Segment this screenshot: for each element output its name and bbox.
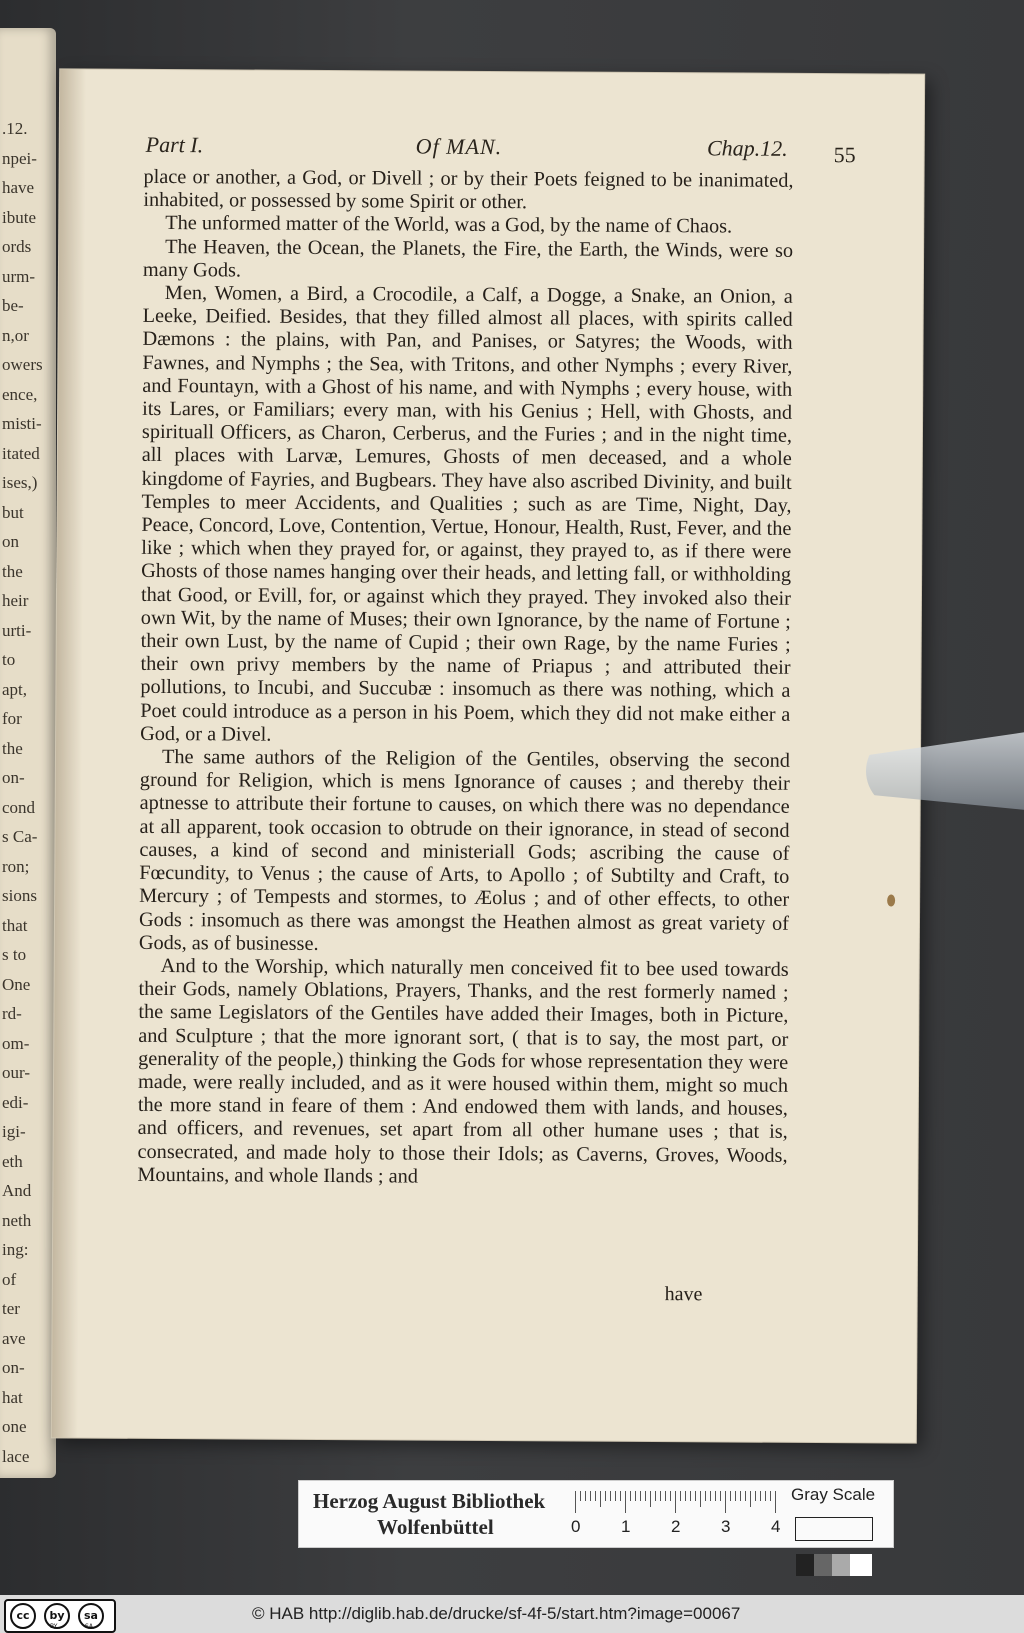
left-page-fragment: edi- [2, 1092, 29, 1112]
left-page-fragment: the [2, 738, 23, 758]
left-page-fragment: ave [2, 1328, 26, 1348]
left-page-fragment: And [2, 1181, 32, 1200]
ruler-tick [625, 1491, 626, 1513]
paragraph: The Heaven, the Ocean, the Planets, the Fire, the Earth, the Winds, were so many Gods. [142, 235, 794, 282]
scale-number: 4 [771, 1517, 781, 1536]
left-page-fragment: ter [2, 1299, 20, 1318]
left-page-fragment: on- [2, 768, 25, 787]
ruler-tick [680, 1491, 681, 1501]
ruler-tick [745, 1491, 746, 1501]
left-page-fragment: sions [2, 886, 37, 905]
left-page-fragment: one [2, 1417, 27, 1436]
ruler-tick [735, 1491, 736, 1501]
scale-number: 1 [621, 1517, 631, 1536]
ruler-tick [670, 1491, 671, 1501]
paragraph: place or another, a God, or Divell ; or by their Poets feigned to be inanimated, inhabited, or possessed by some Spirit or other. [143, 165, 794, 214]
left-page-fragment: ords [2, 237, 32, 256]
left-page-fragment: urm- [2, 266, 36, 286]
paragraph: The unformed matter of the World, was a God, by the name of Chaos. [165, 212, 733, 238]
ruler-tick [660, 1491, 661, 1501]
gray-swatch-light [832, 1554, 850, 1576]
ruler-tick [610, 1491, 611, 1501]
ruler-tick [695, 1491, 696, 1501]
left-page-fragment: apt, [2, 679, 28, 699]
left-page-fragment: npei- [2, 148, 37, 168]
header-part: Part I. [145, 131, 204, 158]
ruler-tick [730, 1491, 731, 1501]
sa-icon: sa [78, 1603, 104, 1629]
left-page-fragment: lace [2, 1446, 30, 1466]
left-page-edge [0, 28, 56, 1478]
left-page-fragment: but [2, 502, 24, 522]
left-page-fragment: om- [2, 1033, 30, 1053]
cc-icon: cc [10, 1603, 36, 1629]
left-page-fragment: One [2, 974, 31, 994]
left-page-fragment: owers [2, 355, 43, 374]
left-page-fragment: igi- [2, 1122, 26, 1141]
body-text [137, 166, 793, 1191]
left-page-fragment: be- [2, 296, 24, 315]
license-badge[interactable] [4, 1599, 116, 1633]
scale-ruler [575, 1491, 785, 1513]
license-by-text: BY [50, 1623, 58, 1630]
ruler-tick [700, 1491, 701, 1507]
ruler-tick [650, 1491, 651, 1507]
ruler-tick [725, 1491, 726, 1513]
ruler-tick [740, 1491, 741, 1501]
ruler-tick [620, 1491, 621, 1501]
left-page-fragment: cond [2, 797, 36, 817]
gray-swatch-white [850, 1554, 872, 1576]
library-location: Wolfenbüttel [377, 1515, 494, 1539]
ruler-tick [630, 1491, 631, 1501]
ruler-tick [675, 1491, 676, 1513]
gray-swatch-dark [814, 1554, 832, 1576]
left-page-fragment: rd- [2, 1004, 22, 1023]
paragraph: And to the Worship, which naturally men conceived fit to bee used towards their Gods, namely Oblations, Prayers, Thanks, and the rest formerly named ; the same Legislators of the Gentiles have added their Images, both in Picture, and Sculpture ; that the more ignorant sort, ( that is to say, the most part, or generality of the people,) thinking the Gods for whose representation they were made, were really included, and as it were housed within them, might so much the more stand in feare of them : And endowed them with lands, and houses, and officers, and revenues, set apart from all other humane uses ; that is, consecrated, and made holy to those their Idols; as Caverns, Groves, Woods, Mountains, and whole Ilands ; and [137, 954, 789, 1188]
left-page-fragment: misti- [2, 414, 42, 433]
left-page-fragment: ises,) [2, 473, 38, 492]
left-page-fragment: of [2, 1269, 17, 1289]
ruler-tick [690, 1491, 691, 1501]
ruler-tick [585, 1491, 586, 1501]
license-sa-text: SA [85, 1623, 94, 1630]
catchword: have [664, 1283, 703, 1306]
gray-swatch-black [796, 1554, 814, 1576]
ruler-tick [605, 1491, 606, 1501]
ruler-tick [720, 1491, 721, 1501]
scale-number: 0 [571, 1517, 581, 1536]
library-name: Herzog August Bibliothek [313, 1489, 546, 1513]
gray-scale-label: Gray Scale [791, 1485, 876, 1504]
running-header [145, 131, 856, 168]
left-page-fragment: urti- [2, 620, 32, 640]
scale-number: 2 [671, 1517, 681, 1536]
paragraph: The same authors of the Religion of the Gentiles, observing the second ground for Religion, which is mens Ignorance of causes ; and thereby their aptnesse to attribute their fortune to causes, on which there was no dependance at all apparent, took occasion to obtrude on their ignorance, in stead of second causes, a kind of second and ministeriall Gods; ascribing the cause of Fœcundity, to Venus ; the cause of Arts, to Apollo ; of Subtilty and Craft, to Mercury ; of Tempests and stormes, to Æolus ; and of other effects, to other Gods : insomuch as there was amongst the Heathen almost as great variety of Gods, as of businesse. [138, 746, 791, 955]
left-page-fragment: on [2, 532, 19, 551]
left-page-fragment: ron; [2, 856, 30, 876]
left-page-fragment: to [2, 650, 16, 669]
header-title: Of MAN. [415, 133, 503, 160]
ruler-tick [615, 1491, 616, 1501]
ruler-tick [590, 1491, 591, 1501]
source-url: © HAB http://diglib.hab.de/drucke/sf-4f-5/start.htm?image=00067 [252, 1604, 741, 1623]
left-page-fragment: hat [2, 1387, 23, 1407]
ruler-tick [655, 1491, 656, 1501]
ruler-tick [665, 1491, 666, 1501]
left-page-fragment: s Ca- [2, 827, 38, 846]
ruler-tick [575, 1491, 576, 1513]
left-page-fragment: our- [2, 1063, 30, 1082]
header-chapter: Chap.12. [706, 135, 788, 161]
ruler-tick [635, 1491, 636, 1501]
paragraph: Men, Women, a Bird, a Crocodile, a Calf, a Dogge, a Snake, an Onion, a Leeke, Deified. Besides, that they filled almost all places, with spirits called Dæmons : the plains, with Pan, and Panises, or Satyres; the Woods, with Fawnes, and Nymphs ; the Sea, with Tritons, and other Nymphs ; every River, and Fountayn, with a Ghost of his name, and with Nymphs ; every house, with its Lares, or Familiars; every man, with his Genius ; Hell, with Ghosts, and spirituall Officers, as Charon, Cerberus, and the Furies ; and in the night time, all places with Larvæ, Lemures, Ghosts of men deceased, and a whole kingdome of Fayries, and Bugbears. They have also ascribed Divinity, and built Temples to meer Accidents, and Qualities ; such as are Time, Night, Day, Peace, Concord, Love, Contention, Vertue, Honour, Health, Rust, Fever, and the like ; which when they prayed for, or against, they prayed to, as if there were Ghosts of those names hanging over their heads, and letting fall, or withholding that Good, or Evill, for, or against which they prayed. They invoked also their own Wit, by the name of Muses; their own Ignorance, by the name of Fortune ; their own Lust, by the name of Cupid ; their own Rage, by the name Furies ; their own privy members by the name of Priapus ; and attributed their pollutions, to Incubi, and Succubæ : insomuch as there was nothing, which a Poet could introduce as a person in his Poem, which they did not make either a God, or a Divel. [140, 282, 793, 746]
ruler-tick [715, 1491, 716, 1501]
left-page-fragment: neth [2, 1210, 32, 1230]
ruler-tick [685, 1491, 686, 1501]
ruler-tick [645, 1491, 646, 1501]
library-label [298, 1480, 894, 1548]
left-page-fragment: n,or [2, 325, 29, 345]
gray-scale-box [795, 1517, 873, 1541]
ruler-tick [595, 1491, 596, 1501]
left-page-fragment: heir [2, 591, 29, 610]
left-page-fragment: itated [2, 443, 40, 463]
left-page-fragment: s to [2, 945, 27, 964]
book-page [52, 69, 924, 1442]
scale-number: 3 [721, 1517, 731, 1536]
left-page-fragment: on- [2, 1358, 25, 1377]
left-page-fragment: for [2, 709, 22, 728]
page-number: 55 [833, 142, 856, 168]
left-page-fragment: the [2, 561, 23, 581]
ruler-tick [755, 1491, 756, 1501]
ruler-tick [705, 1491, 706, 1501]
ruler-tick [760, 1491, 761, 1501]
left-page-fragment: ibute [2, 207, 36, 227]
ink-spot [887, 894, 895, 906]
left-page-fragment: that [2, 915, 28, 935]
left-page-fragment: eth [2, 1151, 23, 1171]
ruler-tick [580, 1491, 581, 1501]
ruler-tick [770, 1491, 771, 1501]
left-page-fragment: ence, [2, 384, 38, 404]
left-page-fragment: have [2, 178, 35, 197]
ruler-tick [640, 1491, 641, 1501]
ruler-tick [600, 1491, 601, 1507]
by-icon: by [44, 1603, 70, 1629]
ruler-tick [765, 1491, 766, 1501]
left-page-fragment: .12. [2, 119, 28, 138]
footer-bar [0, 1595, 1024, 1633]
left-page-fragment: ing: [2, 1240, 29, 1259]
ruler-tick [710, 1491, 711, 1501]
ruler-tick [750, 1491, 751, 1507]
ruler-tick [775, 1491, 776, 1513]
